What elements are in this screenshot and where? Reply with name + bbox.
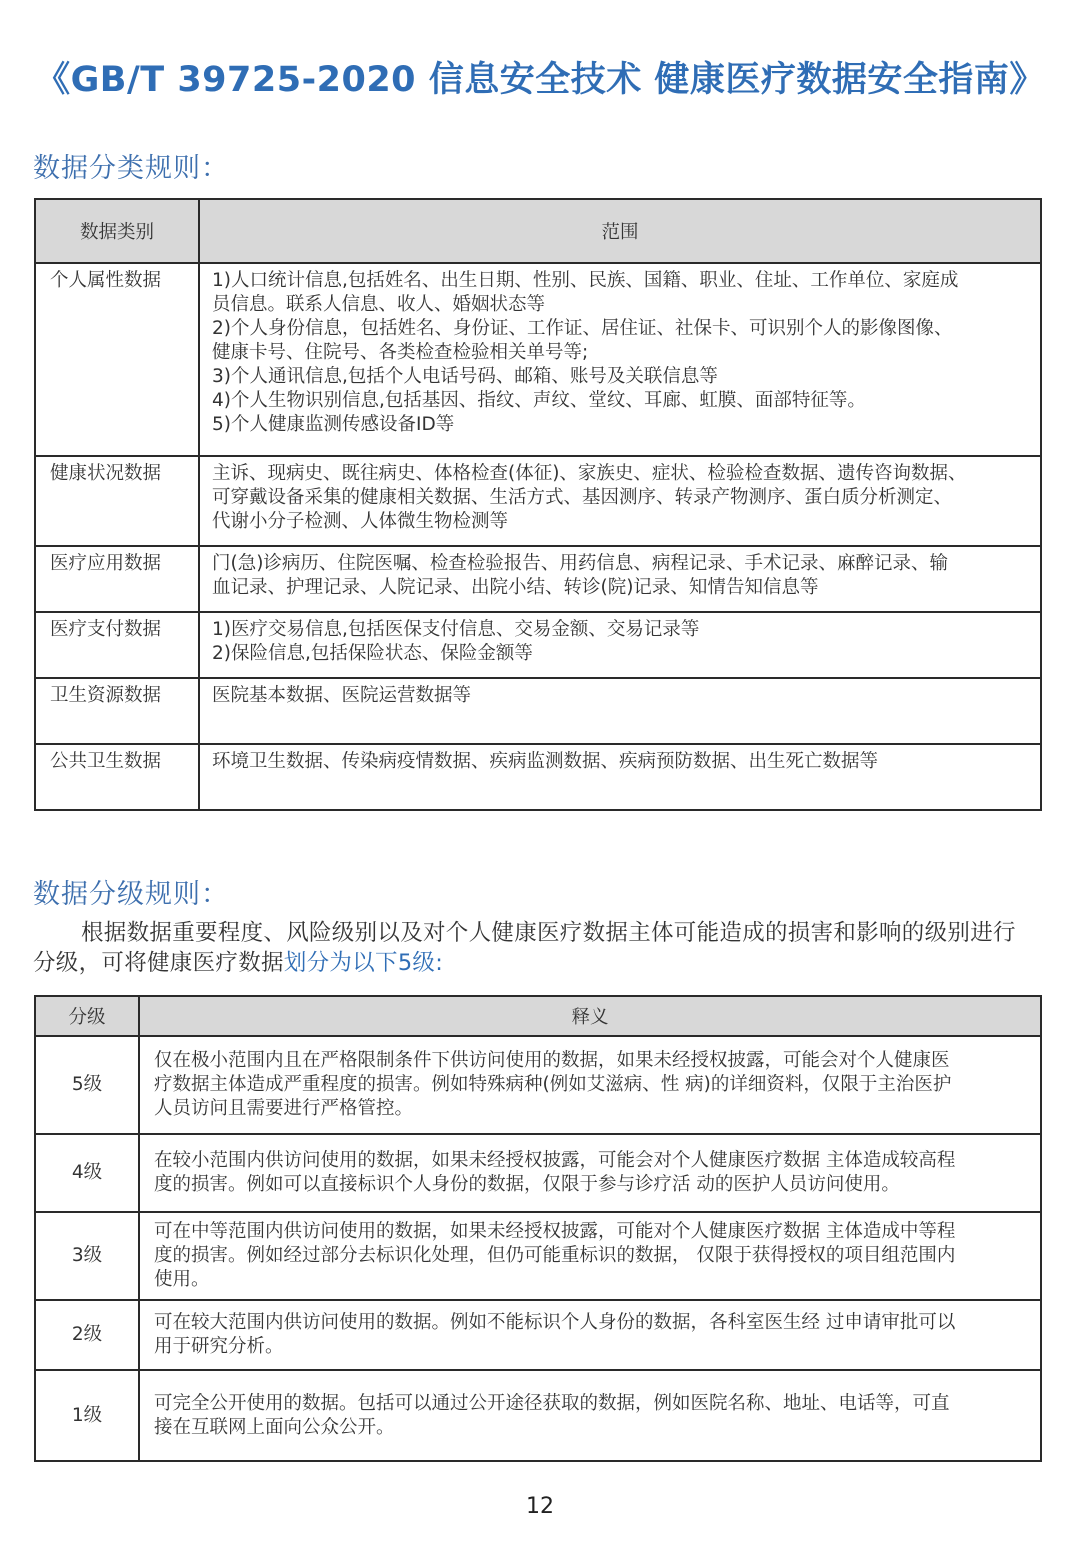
definition-line: 度的损害。例如经过部分去标识化处理，但仍可能重标识的数据， 仅限于获得授权的项目组范围内 — [154, 1245, 956, 1266]
table-row — [35, 263, 1041, 456]
document-title: 《GB/T 39725-2020 信息安全技术 健康医疗数据安全指南》 — [35, 60, 1045, 100]
table-row — [35, 1036, 1041, 1134]
definition-line: 接在互联网上面向公众公开。 — [154, 1416, 395, 1438]
scope-line: 1)医疗交易信息,包括医保支付信息、交易金额、交易记录等 — [212, 619, 700, 640]
scope-line: 健康卡号、住院号、各类检查检验相关单号等; — [212, 342, 589, 363]
table-header-row — [35, 199, 1041, 263]
level-cell: 1级 — [35, 1370, 139, 1461]
definition-line: 人员访问且需要进行严格管控。 — [154, 1098, 414, 1119]
intro-text: 根据数据重要程度、风险级别以及对个人健康医疗数据主体可能造成的损害和影响的级别进行分级，可将健康医疗数据 — [33, 920, 1016, 976]
definition-cell — [139, 1370, 1041, 1461]
scope-line: 5)个人健康监测传感设备ID等 — [212, 414, 455, 435]
scope-line: 1)人口统计信息,包括姓名、出生日期、性别、民族、国籍、职业、住址、工作单位、家庭成 — [212, 270, 959, 291]
grading-table — [34, 995, 1042, 1462]
level-cell: 2级 — [35, 1300, 139, 1370]
definition-line: 疗数据主体造成严重程度的损害。例如特殊病种(例如艾滋病、性 病)的详细资料，仅限于主治医护 — [154, 1074, 952, 1095]
page-number: 12 — [526, 1494, 554, 1519]
scope-cell — [199, 263, 1041, 456]
column-header-category: 数据类别 — [35, 199, 199, 263]
definition-line: 在较小范围内供访问使用的数据，如果未经授权披露，可能会对个人健康医疗数据 主体造成较高程 — [154, 1150, 956, 1171]
scope-line: 代谢小分子检测、人体微生物检测等 — [212, 511, 509, 532]
table-row — [35, 456, 1041, 546]
scope-cell — [199, 546, 1041, 612]
definition-line: 仅在极小范围内且在严格限制条件下供访问使用的数据，如果未经授权披露，可能会对个人健康医 — [154, 1050, 950, 1071]
category-cell: 健康状况数据 — [35, 456, 199, 546]
category-cell: 卫生资源数据 — [35, 678, 199, 744]
table-row — [35, 546, 1041, 612]
column-header-definition: 释义 — [139, 996, 1041, 1036]
definition-cell — [139, 1036, 1041, 1134]
definition-cell — [139, 1212, 1041, 1300]
category-cell: 公共卫生数据 — [35, 744, 199, 810]
definition-line: 可在较大范围内供访问使用的数据。例如不能标识个人身份的数据，各科室医生经 过申请审批可以 — [154, 1312, 956, 1333]
definition-line: 用于研究分析。 — [154, 1336, 284, 1357]
scope-line: 主诉、现病史、既往病史、体格检查(体征)、家族史、症状、检验检查数据、遗传咨询数据、 — [212, 463, 967, 484]
grading-intro — [33, 918, 1033, 978]
scope-line: 2)保险信息,包括保险状态、保险金额等 — [212, 643, 533, 664]
column-header-scope: 范围 — [199, 199, 1041, 263]
table-row — [35, 1212, 1041, 1300]
definition-cell — [139, 1300, 1041, 1370]
scope-line: 3)个人通讯信息,包括个人电话号码、邮箱、账号及关联信息等 — [212, 366, 718, 387]
scope-line: 可穿戴设备采集的健康相关数据、生活方式、基因测序、转录产物测序、蛋白质分析测定、 — [212, 487, 953, 508]
table-row — [35, 1134, 1041, 1212]
table-row — [35, 1300, 1041, 1370]
category-cell: 医疗应用数据 — [35, 546, 199, 612]
grading-heading: 数据分级规则： — [33, 879, 229, 910]
scope-line: 2)个人身份信息，包括姓名、身份证、工作证、居住证、社保卡、可识别个人的影像图像、 — [212, 318, 953, 339]
scope-line: 血记录、护理记录、人院记录、出院小结、转诊(院)记录、知情告知信息等 — [212, 577, 819, 598]
table-row — [35, 1370, 1041, 1461]
scope-line: 员信息。联系人信息、收人、婚姻状态等 — [212, 294, 546, 315]
scope-line: 医院基本数据、医院运营数据等 — [212, 685, 472, 706]
table-row — [35, 612, 1041, 678]
scope-cell — [199, 678, 1041, 744]
definition-line: 可完全公开使用的数据。包括可以通过公开途径获取的数据，例如医院名称、地址、电话等，可直 — [154, 1392, 950, 1414]
level-cell: 4级 — [35, 1134, 139, 1212]
definition-line: 可在中等范围内供访问使用的数据，如果未经授权披露，可能对个人健康医疗数据 主体造成中等程 — [154, 1221, 956, 1242]
intro-highlight: 划分为以下5级: — [283, 950, 444, 976]
scope-cell — [199, 612, 1041, 678]
category-cell: 医疗支付数据 — [35, 612, 199, 678]
category-cell: 个人属性数据 — [35, 263, 199, 456]
level-cell: 3级 — [35, 1212, 139, 1300]
classification-table — [34, 198, 1042, 811]
scope-cell — [199, 456, 1041, 546]
scope-cell — [199, 744, 1041, 810]
table-header-row — [35, 996, 1041, 1036]
scope-line: 环境卫生数据、传染病疫情数据、疾病监测数据、疾病预防数据、出生死亡数据等 — [212, 751, 879, 772]
scope-line: 门(急)诊病历、住院医嘱、检查检验报告、用药信息、病程记录、手术记录、麻醉记录、输 — [212, 553, 948, 574]
level-cell: 5级 — [35, 1036, 139, 1134]
definition-line: 使用。 — [154, 1269, 210, 1290]
scope-line: 4)个人生物识别信息,包括基因、指纹、声纹、堂纹、耳廊、虹膜、面部特征等。 — [212, 390, 866, 411]
column-header-level: 分级 — [35, 996, 139, 1036]
definition-line: 度的损害。例如可以直接标识个人身份的数据，仅限于参与诊疗活 动的医护人员访问使用。 — [154, 1174, 900, 1195]
table-row — [35, 678, 1041, 744]
classification-heading: 数据分类规则： — [33, 153, 229, 184]
table-row — [35, 744, 1041, 810]
definition-cell — [139, 1134, 1041, 1212]
